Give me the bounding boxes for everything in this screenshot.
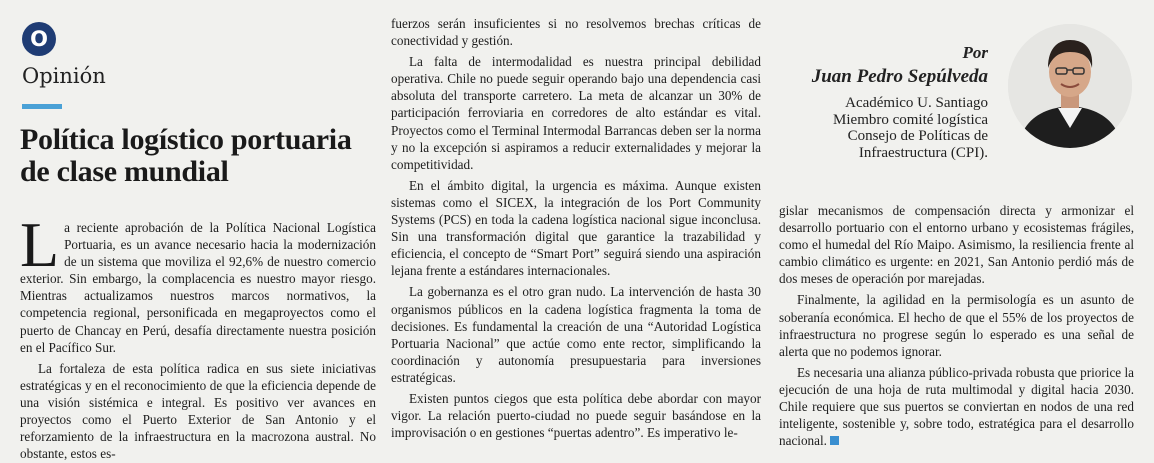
- author-name: Juan Pedro Sepúlveda: [811, 66, 988, 87]
- paragraph: La falta de intermodalidad es nuestra principal debilidad operativa. Chile no puede seguir operando bajo una dependencia casi absoluta del transporte carretero. La meta de alcanzar un 30% de participación ferroviaria en corredores de alto estándar es vital. Proyectos como el Terminal Intermodal Barrancas deben ser la norma y no la excepción si aspiramos a reducir externalidades y mejorar la competitividad.: [391, 54, 761, 172]
- paragraph: Es necesaria una alianza público-privada robusta que priorice la ejecución de una hoja de ruta multimodal y digital hacia 2030. Chile requiere que sus puertos se conviertan en nodos de una red inteligente, sostenible y, sobre todo, estratégica para el desarrollo nacional.: [779, 364, 1134, 449]
- section-accent-bar: [22, 104, 62, 109]
- paragraph: fuerzos serán insuficientes si no resolvemos brechas críticas de conectividad y gestión.: [391, 16, 761, 49]
- paragraph: gislar mecanismos de compensación directa y armonizar el desarrollo portuario con el entorno urbano y ecosistemas frágiles, como el humedal del Río Maipo. Asimismo, la resiliencia frente al cambio climático es urgente: en 2021, San Antonio perdió más de dos meses de operación por marejadas.: [779, 203, 1134, 287]
- column-2: [391, 15, 761, 445]
- column-1: [20, 209, 376, 463]
- opinion-badge: O: [22, 22, 56, 56]
- headline: [20, 124, 380, 188]
- paragraph: En el ámbito digital, la urgencia es máxima. Aunque existen sistemas como el SICEX, la integración de los Port Community Systems (PCS) en toda la cadena logística nacional sigue inconclusa. Sin una transformación digital que garantice la trazabilidad y eficiencia, el concepto de “Smart Port” seguirá siendo una aspiración lejana frente a estándares internacionales.: [391, 177, 761, 279]
- section-title: Opinión: [22, 64, 106, 88]
- paragraph: La gobernanza es el otro gran nudo. La intervención de hasta 30 organismos públicos en la cadena logística fragmenta la toma de decisiones. Es fundamental la creación de una “Autoridad Logística Portuaria Nacional” que actúe como ente rector, simplificando la coordinación y autonomía presupuestaria para inversiones estratégicas.: [391, 284, 761, 385]
- author-role-line: Académico U. Santiago: [845, 95, 988, 111]
- author-roles: [833, 95, 988, 161]
- paragraph: Existen puntos ciegos que esta política debe abordar con mayor vigor. La relación puerto-ciudad no puede seguir basándose en la improvisación o en gestiones “puertas adentro”. Es imperativo le-: [391, 390, 761, 441]
- author-role-line: Infraestructura (CPI).: [858, 144, 988, 161]
- column-3: [779, 202, 1134, 453]
- author-role-line: Miembro comité logística: [833, 111, 988, 128]
- paragraph: Finalmente, la agilidad en la permisología es un asunto de soberanía económica. El hecho de que el 55% de los proyectos de infraestructura no progrese según lo esperado es una señal de alerta que no podemos ignorar.: [779, 292, 1134, 359]
- author-photo: [1008, 24, 1132, 148]
- paragraph: La reciente aprobación de la Política Nacional Logística Portuaria, es un avance necesario hacia la modernización de un sistema que moviliza el 92,6% de nuestro comercio exterior. Sin embargo, la complacencia es nuestro mayor riesgo. Mientras actualizamos nuestros marcos normativos, la competencia regional, personificada en megaproyectos como el puerto de Chancay en Perú, desafía directamente nuestra posición en el Pacífico Sur.: [20, 209, 376, 355]
- headline-line-1: Política logístico portuaria: [20, 123, 352, 156]
- end-mark-icon: [830, 436, 839, 445]
- paragraph: La fortaleza de esta política radica en sus siete iniciativas estratégicas y en el reconocimiento de que la eficiencia depende de una visión sistémica e integral. Es positivo ver avances en proyectos como el Puerto Exterior de San Antonio y el reforzamiento de la infraestructura en la macrozona austral. No obstante, estos es-: [20, 360, 376, 462]
- author-role-line: Consejo de Políticas de: [847, 128, 988, 144]
- person-portrait-icon: [1008, 24, 1132, 148]
- drop-cap: L: [20, 209, 60, 280]
- author-by: Por: [962, 43, 988, 62]
- headline-line-2: de clase mundial: [20, 155, 229, 188]
